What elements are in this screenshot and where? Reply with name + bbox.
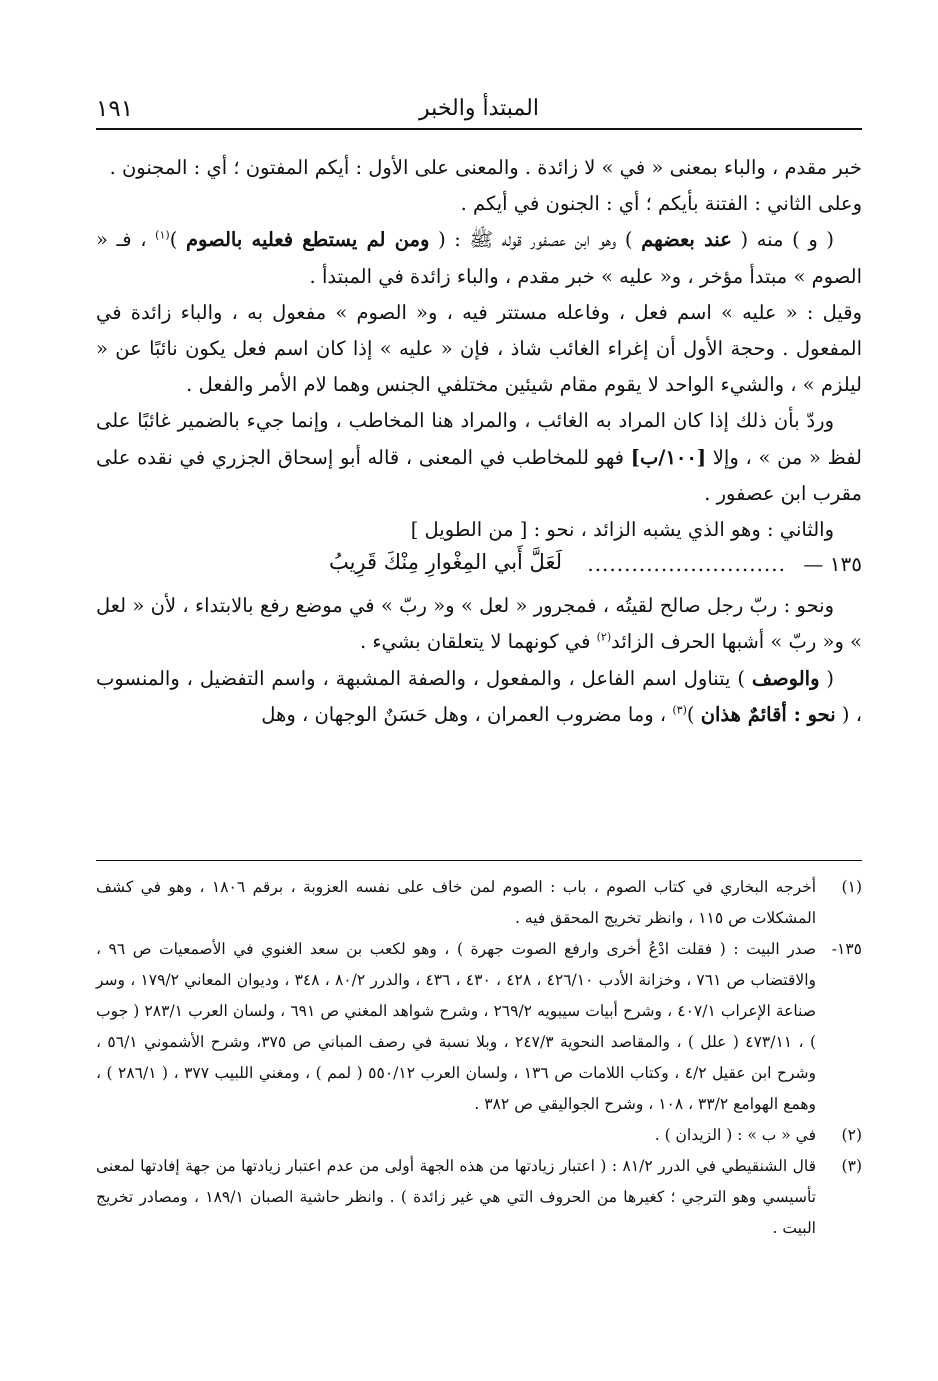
footnote-text: أخرجه البخاري في كتاب الصوم ، باب : الصوم لمن خاف على نفسه العزوبة ، برقم ١٨٠٦ ، وهو في كشف المشكلات ص ١١٥ ، وانظر تخريج المحقق فيه . bbox=[96, 878, 817, 927]
verse-ellipsis: ........................... bbox=[587, 552, 786, 577]
verse-number: ١٣٥ — bbox=[803, 552, 862, 577]
footnote-ref[interactable]: (١) bbox=[155, 228, 170, 242]
bold-phrase: والوصف bbox=[751, 666, 820, 690]
footnote-divider bbox=[96, 860, 862, 861]
footnote-text: صدر البيت : ( فقلت ادْعُ أخرى وارفع الصوت جهرة ) ، وهو لكعب بن سعد الغنوي في الأصمعيات ص ٩٦ ، والاقتضاب ص ٧٦١ ، وخزانة الأدب ٤٢٦/١٠ ، ٤٢٨ ، ٤٣٠ ، ٤٣٦ ، والدرر ٨٠/٢ ، ٣٤٨ ، وديوان المعاني ١٧٩/٢ ، وسر صناعة الإعراب ٤٠٧/١ ، وشرح أبيات سيبويه ٢٦٩/٢ ، وشرح شواهد المغني ص ٦٩١ ، ولسان العرب ٢٨٣/١ ( جوب ) ، ٤٧٣/١١ ( علل ) ، والمقاصد النحوية ٢٤٧/٣ ، وبلا نسبة في رصف المباني ص ٣٧٥، وشرح الأشموني ٥٦/١ ، وشرح ابن عقيل ٤/٢ ، وكتاب اللامات ص ١٣٦ ، ولسان العرب ٥٥٠/١٢ ( لمم ) ، ومغني اللبيب ٣٧٧ ، ( ٢٨٦/١ ) ، وهمع الهوامع ٣٣/٢ ، ١٠٨ ، وشرح الجواليقي ص ٣٨٢ . bbox=[96, 940, 817, 1113]
bold-phrase: عند بعضهم bbox=[641, 228, 732, 252]
hadith-quote: ومن لم يستطع فعليه بالصوم bbox=[185, 228, 430, 252]
header-title: المبتدأ والخبر bbox=[419, 96, 539, 121]
page-number: ١٩١ bbox=[96, 96, 134, 122]
footnote bbox=[96, 1120, 862, 1151]
text-run: وردّ بأن ذلك إذا كان المراد به الغائب ، والمراد هنا المخاطب ، وإنما جيء بالضمير غائبًا على لفظ « من » ، وإلا bbox=[96, 409, 862, 469]
paragraph: والثاني : وهو الذي يشبه الزائد ، نحو : [ من الطويل ] bbox=[410, 518, 834, 542]
main-text bbox=[96, 150, 862, 733]
bold-phrase: نحو : أقائمٌ هذان bbox=[700, 702, 836, 726]
footnote-ref[interactable]: (٢) bbox=[596, 630, 612, 644]
footnote-number: (٢) bbox=[841, 1126, 862, 1144]
footnote-number: (١) bbox=[841, 878, 862, 896]
text-run: ، وما مضروب العمران ، وهل حَسَنٌ الوجهان ، وهل bbox=[261, 702, 667, 726]
footnotes bbox=[96, 872, 862, 1244]
text-run: فهو للمخاطب في المعنى ، قاله أبو إسحاق الجزري في نقده على مقرب ابن عصفور . bbox=[96, 445, 862, 505]
footnote-number: ١٣٥- bbox=[831, 940, 862, 958]
running-header bbox=[96, 94, 862, 130]
footnote bbox=[96, 1151, 862, 1244]
text-run: في كونهما لا يتعلقان بشيء . bbox=[359, 630, 591, 654]
text-run: ، فـ « الصوم » مبتدأ مؤخر ، و« عليه » خبر مقدم ، والباء زائدة في المبتدأ . bbox=[96, 228, 862, 288]
text-run: ) bbox=[169, 228, 178, 252]
text-run: ( و ) منه ( bbox=[740, 228, 835, 252]
text-line: وعلى الثاني : الفتنة بأيكم ؛ أي : الجنون في أيكم . bbox=[460, 192, 862, 216]
footnote bbox=[96, 934, 862, 1120]
footnote-text: في « ب » : ( الزيدان ) . bbox=[654, 1126, 816, 1144]
paragraph: وقيل : « عليه » اسم فعل ، وفاعله مستتر فيه ، و« الصوم » مفعول به ، والباء زائدة في المفعول . وحجة الأول أن إغراء الغائب شاذ ، فإن « عليه » إذا كان اسم فعل يكون نائبًا عن « ليلزم » ، والشيء الواحد لا يقوم مقام شيئين مختلفي الجنس وهما لام الأمر والفعل . bbox=[96, 300, 862, 397]
paragraph bbox=[96, 403, 862, 512]
footnote-ref[interactable]: (٣) bbox=[672, 703, 687, 717]
text-run: ) يتناول اسم الفاعل ، والمفعول ، والصفة المشبهة ، واسم التفضيل ، والمنسوب ، ( bbox=[96, 666, 862, 726]
text-line: خبر مقدم ، والباء بمعنى « في » لا زائدة . والمعنى على الأول : أيكم المفتون ؛ أي : المجنون . bbox=[109, 156, 862, 179]
paragraph bbox=[96, 222, 862, 294]
paragraph bbox=[96, 661, 862, 733]
text-run: ) وهو ابن عصفور قوله ﷺ : ( bbox=[438, 228, 633, 252]
text-run: ) bbox=[686, 702, 695, 726]
manuscript-folio: [١٠٠/ب] bbox=[630, 445, 707, 469]
verse-hemistich: لَعَلَّ أَبي المِغْوارِ مِنْكَ قَرِيبُ bbox=[328, 550, 562, 575]
paragraph bbox=[96, 588, 862, 660]
text-run: ونحو : ربّ رجل صالح لقيتُه ، فمجرور « لعل » و« ربّ » في موضع رفع بالابتداء ، لأن « لعل » و« ربّ » أشبها الحرف الزائد bbox=[96, 594, 862, 654]
verse bbox=[96, 548, 862, 588]
footnote-number: (٣) bbox=[841, 1157, 862, 1175]
text-run: ( bbox=[826, 666, 834, 690]
footnote-text: قال الشنقيطي في الدرر ٨١/٢ : ( اعتبار زيادتها من هذه الجهة أولى من عدم اعتبار زيادتها من جهة إفادتها لمعنى تأسيسي وهو الترجي ؛ كغيرها من الحروف التي هي غير زائدة ) . وانظر حاشية الصبان ١٨٩/١ ، ومصادر تخريج البيت . bbox=[96, 1157, 816, 1237]
footnote bbox=[96, 872, 862, 934]
